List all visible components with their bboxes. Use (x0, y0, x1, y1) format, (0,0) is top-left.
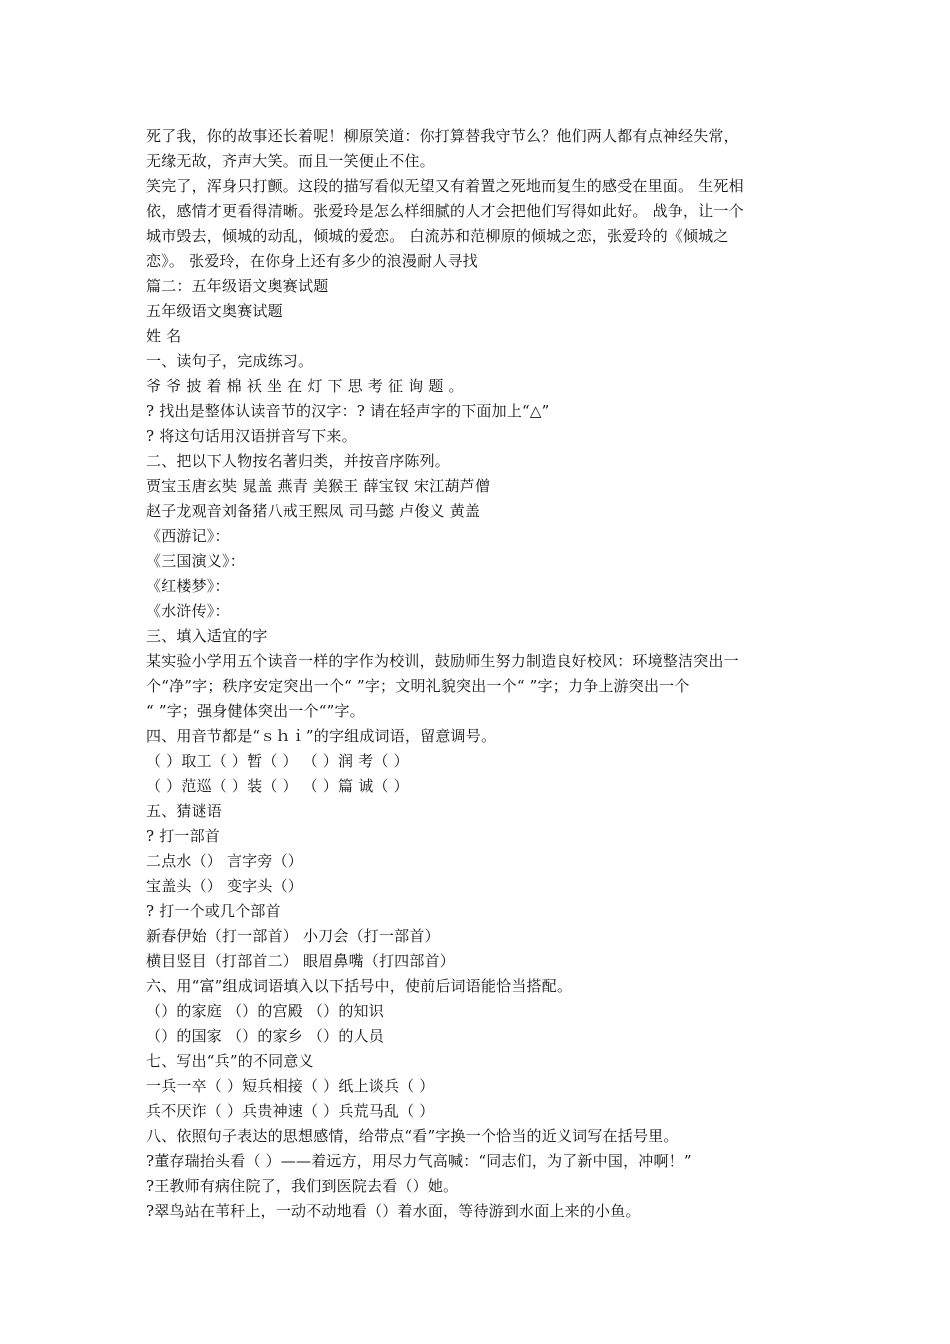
exam-title: 五年级语文奥赛试题 (146, 302, 283, 320)
text-line: 《水浒传》： (146, 602, 230, 620)
text-line: 兵不厌诈（ ）兵贵神速（ ）兵荒马乱（ ） (146, 1102, 435, 1120)
text-line: 横目竖目（打部首二） 眼眉鼻嘴（打四部首） (146, 952, 455, 970)
text-line: ?董存瑞抬头看（ ）——着远方，用尽力气高喊：“同志们，为了新中国，冲啊！” (146, 1152, 692, 1170)
text-line: 贾宝玉唐玄奘 晁盖 燕青 美猴王 薛宝钗 宋江葫芦僧 (146, 477, 491, 495)
text-line: 某实验小学用五个读音一样的字作为校训，鼓励师生努力制造良好校风：环境整洁突出一 (146, 652, 739, 670)
question-heading: 七、写出“兵”的不同意义 (146, 1052, 314, 1070)
text-line: ? 打一部首 (146, 827, 221, 845)
text-line: （）的国家 （）的家乡 （）的人员 (146, 1027, 384, 1045)
question-heading: 一、读句子，完成练习。 (146, 352, 314, 370)
text-line: 二点水（） 言字旁（） (146, 852, 303, 870)
question-heading: 二、把以下人物按名著归类，并按音序陈列。 (146, 452, 451, 470)
text-line: 《西游记》： (146, 527, 230, 545)
name-field-label: 姓 名 (146, 327, 182, 345)
question-heading: 三、填入适宜的字 (146, 627, 268, 645)
text-line: 《红楼梦》： (146, 577, 230, 595)
text-line: 《三国演义》： (146, 552, 245, 570)
text-line: 城市毁去，倾城的动乱，倾城的爱恋。 白流苏和范柳原的倾城之恋，张爱玲的《倾城之 (146, 227, 729, 245)
question-heading: 六、用“富”组成词语填入以下括号中，使前后词语能恰当搭配。 (146, 977, 573, 995)
text-line: ? 找出是整体认读音节的汉字：? 请在轻声字的下面加上“△” (146, 402, 550, 420)
text-line: （ ）取工（ ）暂（ ） （ ）润 考（ ） (146, 752, 409, 770)
text-line: 笑完了，浑身只打颤。这段的描写看似无望又有着置之死地而复生的感受在里面。 生死相 (146, 177, 744, 195)
text-line: 死了我，你的故事还长着呢！柳原笑道：你打算替我守节么？他们两人都有点神经失常， (146, 127, 739, 145)
question-heading: 八、依照句子表达的思想感情，给带点“看”字换一个恰当的近义词写在括号里。 (146, 1127, 679, 1145)
text-line: ?翠鸟站在苇秆上，一动不动地看（）着水面，等待游到水面上来的小鱼。 (146, 1202, 641, 1220)
question-heading: 五、猜谜语 (146, 802, 223, 820)
text-line: ?王教师有病住院了，我们到医院去看（）她。 (146, 1177, 459, 1195)
section-heading: 篇二：五年级语文奥赛试题 (146, 277, 329, 295)
text-line: 一兵一卒（ ）短兵相接（ ）纸上谈兵（ ） (146, 1077, 435, 1095)
text-line: “ ”字；强身健体突出一个“”字。 (146, 702, 365, 720)
text-line: 恋》。 张爱玲，在你身上还有多少的浪漫耐人寻找 (146, 252, 478, 270)
text-line: ? 将这句话用汉语拼音写下来。 (146, 427, 357, 445)
text-line: （ ）范巡（ ）装（ ） （ ）篇 诚（ ） (146, 777, 409, 795)
text-line: 无缘无故，齐声大笑。而且一笑便止不住。 (146, 152, 435, 170)
document-body (146, 124, 816, 1224)
text-line: ? 打一个或几个部首 (146, 902, 281, 920)
text-line: 依，感情才更看得清晰。张爱玲是怎么样细腻的人才会把他们写得如此好。 战争，让一个 (146, 202, 744, 220)
text-line: 宝盖头（） 变字头（） (146, 877, 303, 895)
text-line: 个“净”字；秩序安定突出一个“ ”字；文明礼貌突出一个“ ”字；力争上游突出一个 (146, 677, 690, 695)
text-line: 新春伊始（打一部首） 小刀会（打一部首） (146, 927, 440, 945)
question-heading: 四、用音节都是“ｓｈｉ”的字组成词语，留意调号。 (146, 727, 497, 745)
text-line: （）的家庭 （）的宫殿 （）的知识 (146, 1002, 384, 1020)
text-line: 赵子龙观音刘备猪八戒王熙凤 司马懿 卢俊义 黄盖 (146, 502, 481, 520)
text-line: 爷 爷 披 着 棉 袄 坐 在 灯 下 思 考 征 询 题 。 (146, 377, 464, 395)
